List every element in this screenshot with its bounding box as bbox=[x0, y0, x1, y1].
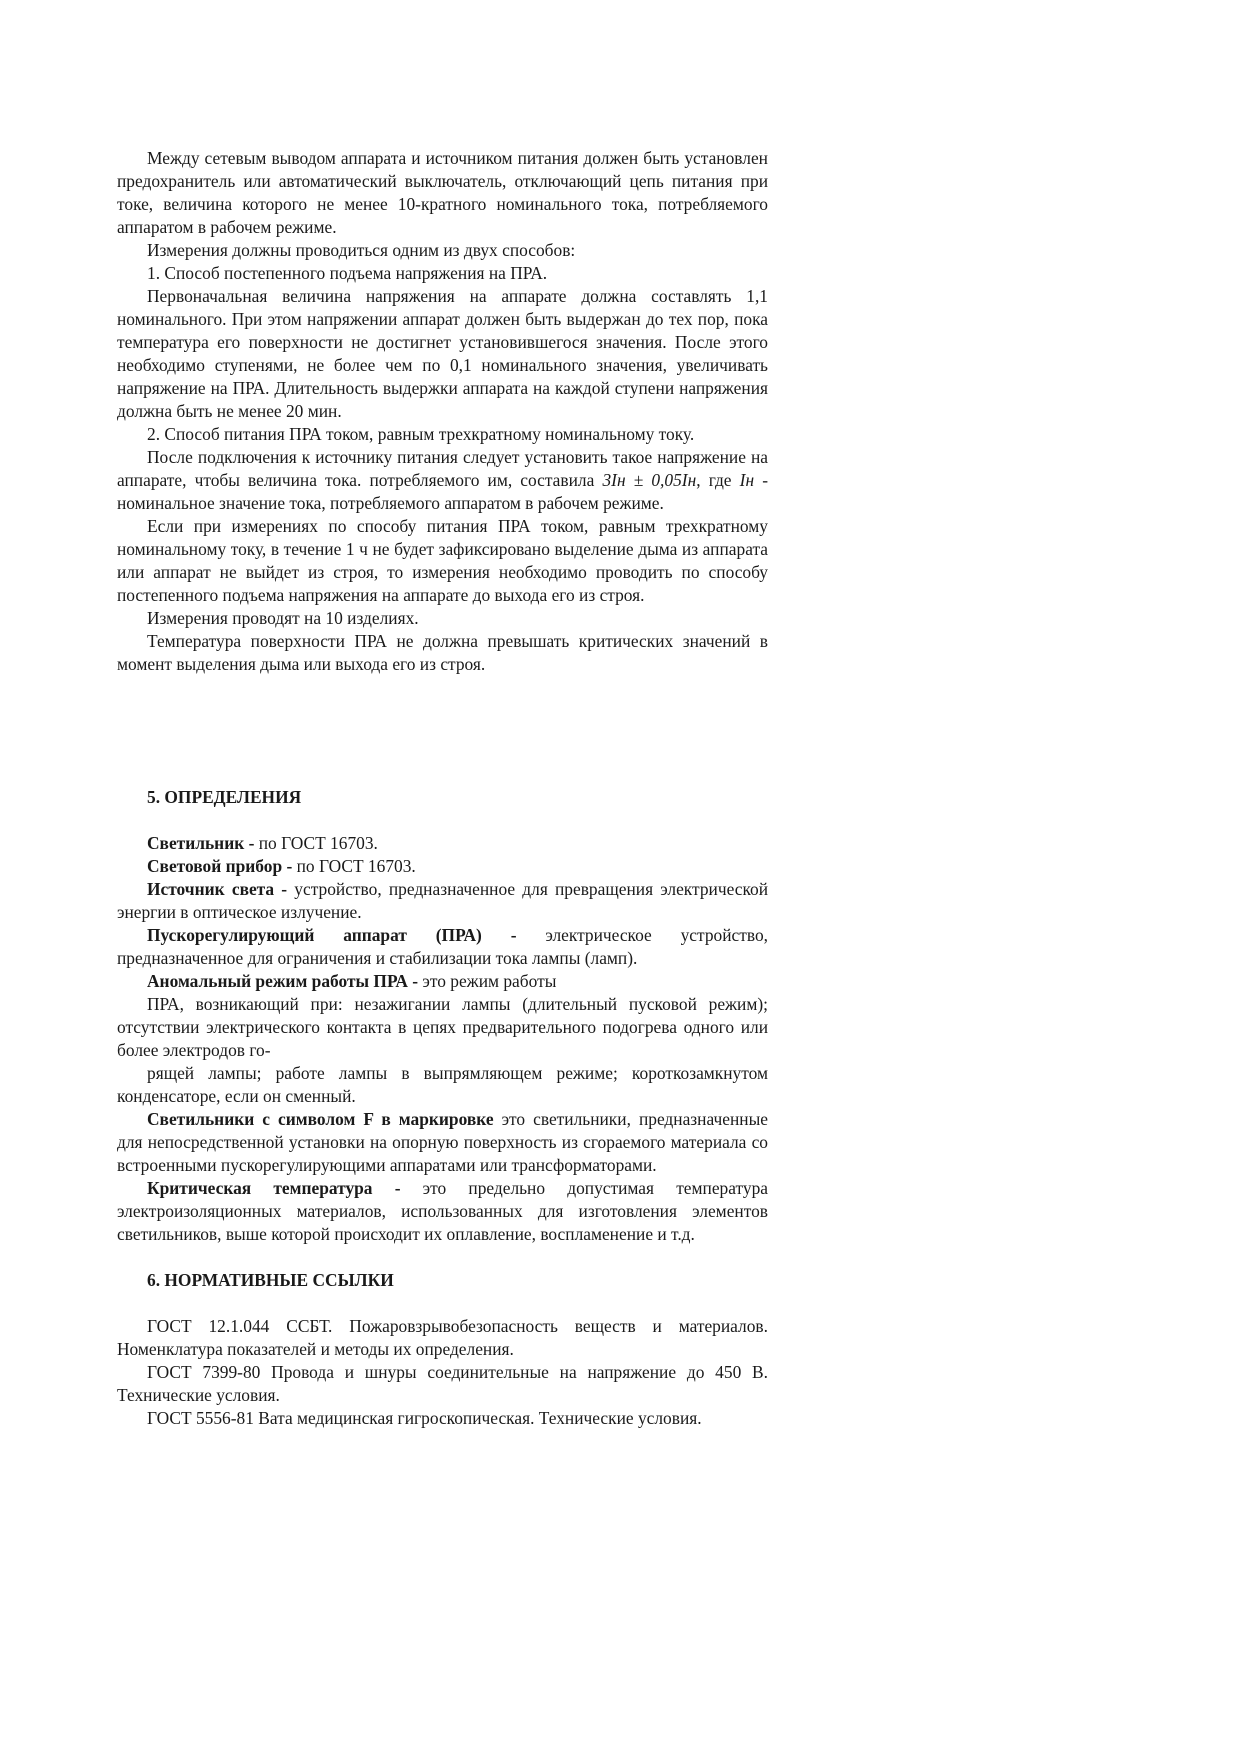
formula: 3Iн ± 0,05Iн bbox=[602, 470, 697, 490]
definition-text: по ГОСТ 16703. bbox=[292, 856, 416, 876]
spacer bbox=[117, 676, 768, 786]
paragraph: рящей лампы; работе лампы в выпрямляющем режиме; короткозамкнутом конденсаторе, если он сменный. bbox=[117, 1063, 768, 1106]
definition-text: это светильники, предназначенные для непосредственной установки на опорную поверхность из сгораемого материала со встроенными пускорегулирующими аппаратами или трансформаторами. bbox=[117, 1109, 768, 1175]
definition bbox=[117, 1108, 768, 1177]
spacer bbox=[117, 809, 768, 832]
paragraph: ПРА, возникающий при: незажигании лампы (длительный пусковой режим); отсутствии электрического контакта в цепях предварительного подогрева одного или более электродов го- bbox=[117, 994, 768, 1060]
definition-term: Световой прибор - bbox=[147, 856, 293, 876]
definition bbox=[117, 924, 768, 970]
definition-term: Светильник - bbox=[147, 833, 255, 853]
reference: ГОСТ 12.1.044 ССБТ. Пожаровзрывобезопасность веществ и материалов. Номенклатура показателей и методы их определения. bbox=[117, 1316, 768, 1359]
definition-term: Источник света - bbox=[147, 879, 288, 899]
definition-text: устройство, предназначенное для превращения электрической энергии в оптическое излучение. bbox=[117, 879, 769, 922]
definition-term: Светильники с символом F в маркировке bbox=[147, 1109, 494, 1129]
paragraph: Измерения должны проводиться одним из двух способов: bbox=[147, 240, 576, 260]
document-page bbox=[117, 147, 768, 1430]
definition bbox=[117, 970, 768, 993]
section-heading: 5. ОПРЕДЕЛЕНИЯ bbox=[147, 787, 302, 807]
formula-symbol: Iн bbox=[739, 470, 755, 490]
definition bbox=[117, 878, 768, 924]
paragraph: 2. Способ питания ПРА током, равным трехкратному номинальному току. bbox=[147, 424, 695, 444]
definition-text: это режим работы bbox=[418, 971, 557, 991]
definition-term: Пускорегулирующий аппарат (ПРА) - bbox=[147, 925, 517, 945]
definition-text: электрическое устройство, предназначенное для ограничения и стабилизации тока лампы (ламп). bbox=[117, 925, 768, 968]
definition bbox=[117, 832, 768, 855]
text-run: - номинальное значение тока, потребляемого аппаратом в рабочем режиме. bbox=[117, 470, 768, 513]
definition bbox=[117, 1177, 768, 1246]
definition-term: Аномальный режим работы ПРА - bbox=[147, 971, 419, 991]
definition bbox=[117, 855, 768, 878]
definition-text: это предельно допустимая температура электроизоляционных материалов, использованных для изготовления элементов светильников, выше которой происходит их оплавление, воспламенение и т.д. bbox=[117, 1178, 768, 1244]
reference: ГОСТ 5556-81 Вата медицинская гигроскопическая. Технические условия. bbox=[147, 1408, 702, 1428]
definition-term: Критическая температура - bbox=[147, 1178, 401, 1198]
paragraph: 1. Способ постепенного подъема напряжения на ПРА. bbox=[147, 263, 548, 283]
reference: ГОСТ 7399-80 Провода и шнуры соединительные на напряжение до 450 В. Технические условия. bbox=[117, 1362, 768, 1405]
spacer bbox=[117, 1246, 768, 1269]
paragraph: Температура поверхности ПРА не должна превышать критических значений в момент выделения дыма или выхода его из строя. bbox=[117, 631, 768, 674]
paragraph: Измерения проводят на 10 изделиях. bbox=[147, 608, 419, 628]
spacer bbox=[117, 1292, 768, 1315]
paragraph: Первоначальная величина напряжения на аппарате должна составлять 1,1 номинального. При этом напряжении аппарат должен быть выдержан до тех пор, пока температура его поверхности не достигнет установившегося значения. После этого необходимо ступенями, не более чем по 0,1 номинального значения, увеличивать напряжение на ПРА. Длительность выдержки аппарата на каждой ступени напряжения должна быть не менее 20 мин. bbox=[117, 286, 768, 421]
paragraph-current-formula bbox=[117, 446, 768, 515]
definition-text: по ГОСТ 16703. bbox=[254, 833, 378, 853]
paragraph: Между сетевым выводом аппарата и источником питания должен быть установлен предохранитель или автоматический выключатель, отключающий цепь питания при токе, величина которого не менее 10-кратного номинального тока, потребляемого аппаратом в рабочем режиме. bbox=[117, 148, 768, 237]
text-run: После подключения к источнику питания следует установить такое напряжение на аппарате, чтобы величина тока. потребляемого им, составила bbox=[117, 447, 768, 490]
text-run: , где bbox=[696, 470, 740, 490]
paragraph: Если при измерениях по способу питания ПРА током, равным трехкратному номинальному току, в течение 1 ч не будет зафиксировано выделение дыма из аппарата или аппарат не выйдет из строя, то измерения необходимо проводить по способу постепенного подъема напряжения на аппарате до выхода его из строя. bbox=[117, 516, 768, 605]
section-heading: 6. НОРМАТИВНЫЕ ССЫЛКИ bbox=[147, 1270, 394, 1290]
